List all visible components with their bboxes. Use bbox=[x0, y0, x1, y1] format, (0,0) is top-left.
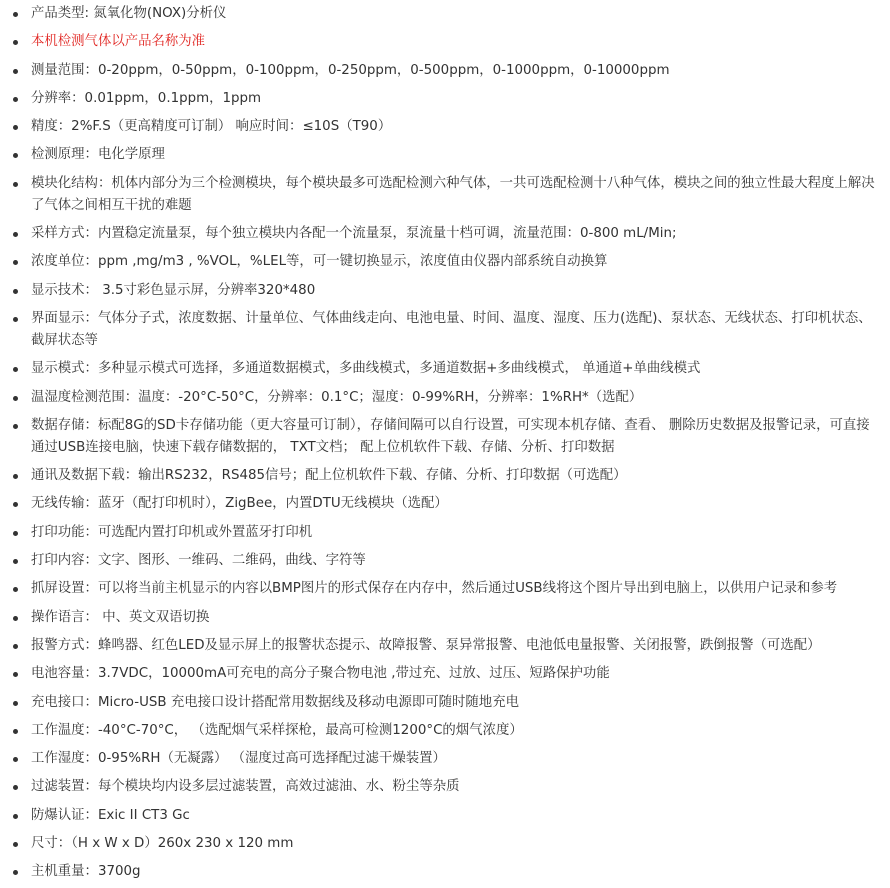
spec-item bbox=[0, 465, 890, 487]
spec-item-text: 本机检测气体以产品名称为准 bbox=[31, 34, 206, 50]
bullet-icon bbox=[13, 317, 18, 322]
bullet-icon bbox=[13, 701, 18, 706]
spec-item-text: 采样方式：内置稳定流量泵，每个独立模块内各配一个流量泵，泵流量十档可调，流量范围：0-800 mL/Min; bbox=[31, 226, 677, 242]
spec-item bbox=[0, 60, 890, 82]
bullet-icon bbox=[13, 474, 18, 479]
spec-item-text: 产品类型: 氮氧化物(NOX)分析仪 bbox=[31, 6, 227, 21]
bullet-icon bbox=[13, 12, 18, 17]
spec-item-text: 打印功能：可选配内置打印机或外置蓝牙打印机 bbox=[31, 524, 313, 540]
spec-item-highlight bbox=[0, 31, 890, 53]
spec-item bbox=[0, 116, 890, 138]
spec-item-text: 工作温度：-40°C-70°C， （选配烟气采样探枪，最高可检测1200°C的烟气浓度） bbox=[31, 722, 523, 738]
bullet-icon bbox=[13, 531, 18, 536]
spec-item-text: 防爆认证：Exic II CT3 Gc bbox=[31, 807, 190, 823]
bullet-icon bbox=[13, 814, 18, 819]
spec-item bbox=[0, 223, 890, 245]
spec-item bbox=[0, 144, 890, 166]
spec-item-text: 分辨率：0.01ppm，0.1ppm，1ppm bbox=[31, 90, 262, 106]
spec-item-text: 浓度单位：ppm ,mg/m3 , %VOL，%LEL等，可一键切换显示，浓度值由仪器内部系统自动换算 bbox=[31, 254, 608, 270]
bullet-icon bbox=[13, 153, 18, 158]
spec-item bbox=[0, 607, 890, 629]
spec-item bbox=[0, 805, 890, 827]
bullet-icon bbox=[13, 672, 18, 677]
bullet-icon bbox=[13, 260, 18, 265]
spec-item bbox=[0, 308, 890, 352]
spec-item-text: 模块化结构：机体内部分为三个检测模块，每个模块最多可选配检测六种气体，一共可选配检测十八种气体，模块之间的独立性最大程度上解决了气体之间相互干扰的难题 bbox=[31, 175, 875, 213]
spec-item bbox=[0, 635, 890, 657]
spec-item-text: 打印内容：文字、图形、一维码、二维码，曲线、字符等 bbox=[31, 553, 366, 569]
spec-item-text: 充电接口：Micro-USB 充电接口设计搭配常用数据线及移动电源即可随时随地充电 bbox=[31, 694, 519, 710]
spec-item-text: 尺寸：（H x W x D）260x 230 x 120 mm bbox=[31, 836, 294, 852]
spec-item bbox=[0, 861, 890, 883]
spec-item bbox=[0, 493, 890, 515]
spec-item bbox=[0, 3, 890, 25]
spec-item bbox=[0, 663, 890, 685]
spec-item bbox=[0, 415, 890, 459]
bullet-icon bbox=[13, 69, 18, 74]
spec-item-text: 精度：2%F.S（更高精度可订制） 响应时间：≤10S（T90） bbox=[31, 119, 392, 135]
spec-list bbox=[0, 3, 890, 883]
bullet-icon bbox=[13, 367, 18, 372]
spec-item bbox=[0, 522, 890, 544]
spec-item-text: 无线传输：蓝牙（配打印机时），ZigBee，内置DTU无线模块（选配） bbox=[31, 496, 448, 512]
bullet-icon bbox=[13, 125, 18, 130]
spec-item-text: 界面显示：气体分子式，浓度数据、计量单位、气体曲线走向、电池电量、时间、温度、湿度、压力(选配)、泵状态、无线状态、打印机状态、截屏状态等 bbox=[31, 310, 872, 348]
spec-item-text: 操作语言： 中、英文双语切换 bbox=[31, 609, 210, 625]
spec-item bbox=[0, 748, 890, 770]
bullet-icon bbox=[13, 502, 18, 507]
bullet-icon bbox=[13, 182, 18, 187]
spec-item-text: 工作湿度：0-95%RH（无凝露） （湿度过高可选择配过滤干燥装置） bbox=[31, 751, 446, 767]
bullet-icon bbox=[13, 644, 18, 649]
spec-item-text: 主机重量：3700g bbox=[31, 864, 141, 880]
spec-item bbox=[0, 358, 890, 380]
spec-item-text: 显示模式：多种显示模式可选择，多通道数据模式，多曲线模式，多通道数据+多曲线模式， 单通道+单曲线模式 bbox=[31, 361, 701, 377]
spec-item-text: 数据存储：标配8G的SD卡存储功能（更大容量可订制），存储间隔可以自行设置，可实现本机存储、查看、 删除历史数据及报警记录，可直接通过USB连接电脑，快速下载存储数据的， TXT文档； 配上位机软件下载、存储、分析、打印数据 bbox=[31, 417, 870, 455]
bullet-icon bbox=[13, 40, 18, 45]
spec-item-text: 电池容量：3.7VDC，10000mA可充电的高分子聚合物电池 ,带过充、过放、过压、短路保护功能 bbox=[31, 666, 610, 682]
bullet-icon bbox=[13, 232, 18, 237]
spec-item-text: 检测原理：电化学原理 bbox=[31, 147, 165, 163]
bullet-icon bbox=[13, 587, 18, 592]
spec-item bbox=[0, 550, 890, 572]
bullet-icon bbox=[13, 396, 18, 401]
spec-item bbox=[0, 387, 890, 409]
spec-item bbox=[0, 173, 890, 217]
bullet-icon bbox=[13, 559, 18, 564]
bullet-icon bbox=[13, 842, 18, 847]
spec-item bbox=[0, 692, 890, 714]
spec-item-text: 报警方式：蜂鸣器、红色LED及显示屏上的报警状态提示、故障报警、泵异常报警、电池低电量报警、关闭报警，跌倒报警（可选配） bbox=[31, 637, 821, 653]
spec-item bbox=[0, 280, 890, 302]
bullet-icon bbox=[13, 424, 18, 429]
spec-item bbox=[0, 833, 890, 855]
spec-item bbox=[0, 720, 890, 742]
spec-item bbox=[0, 578, 890, 600]
spec-item-text: 温湿度检测范围：温度：-20°C-50°C，分辨率：0.1°C；湿度：0-99%RH，分辨率：1%RH*（选配） bbox=[31, 389, 643, 405]
spec-item-text: 过滤装置：每个模块均内设多层过滤装置，高效过滤油、水、粉尘等杂质 bbox=[31, 779, 460, 795]
bullet-icon bbox=[13, 729, 18, 734]
bullet-icon bbox=[13, 757, 18, 762]
spec-item bbox=[0, 776, 890, 798]
spec-item-text: 显示技术： 3.5寸彩色显示屏，分辨率320*480 bbox=[31, 282, 316, 298]
spec-item bbox=[0, 88, 890, 110]
spec-item bbox=[0, 251, 890, 273]
spec-item-text: 测量范围：0-20ppm，0-50ppm，0-100ppm，0-250ppm，0-500ppm，0-1000ppm，0-10000ppm bbox=[31, 62, 670, 78]
bullet-icon bbox=[13, 616, 18, 621]
spec-item-text: 通讯及数据下载：输出RS232，RS485信号；配上位机软件下载、存储、分析、打印数据（可选配） bbox=[31, 468, 627, 484]
spec-item-text: 抓屏设置：可以将当前主机显示的内容以BMP图片的形式保存在内存中，然后通过USB线将这个图片导出到电脑上，以供用户记录和参考 bbox=[31, 581, 838, 597]
bullet-icon bbox=[13, 870, 18, 875]
bullet-icon bbox=[13, 97, 18, 102]
bullet-icon bbox=[13, 785, 18, 790]
bullet-icon bbox=[13, 289, 18, 294]
